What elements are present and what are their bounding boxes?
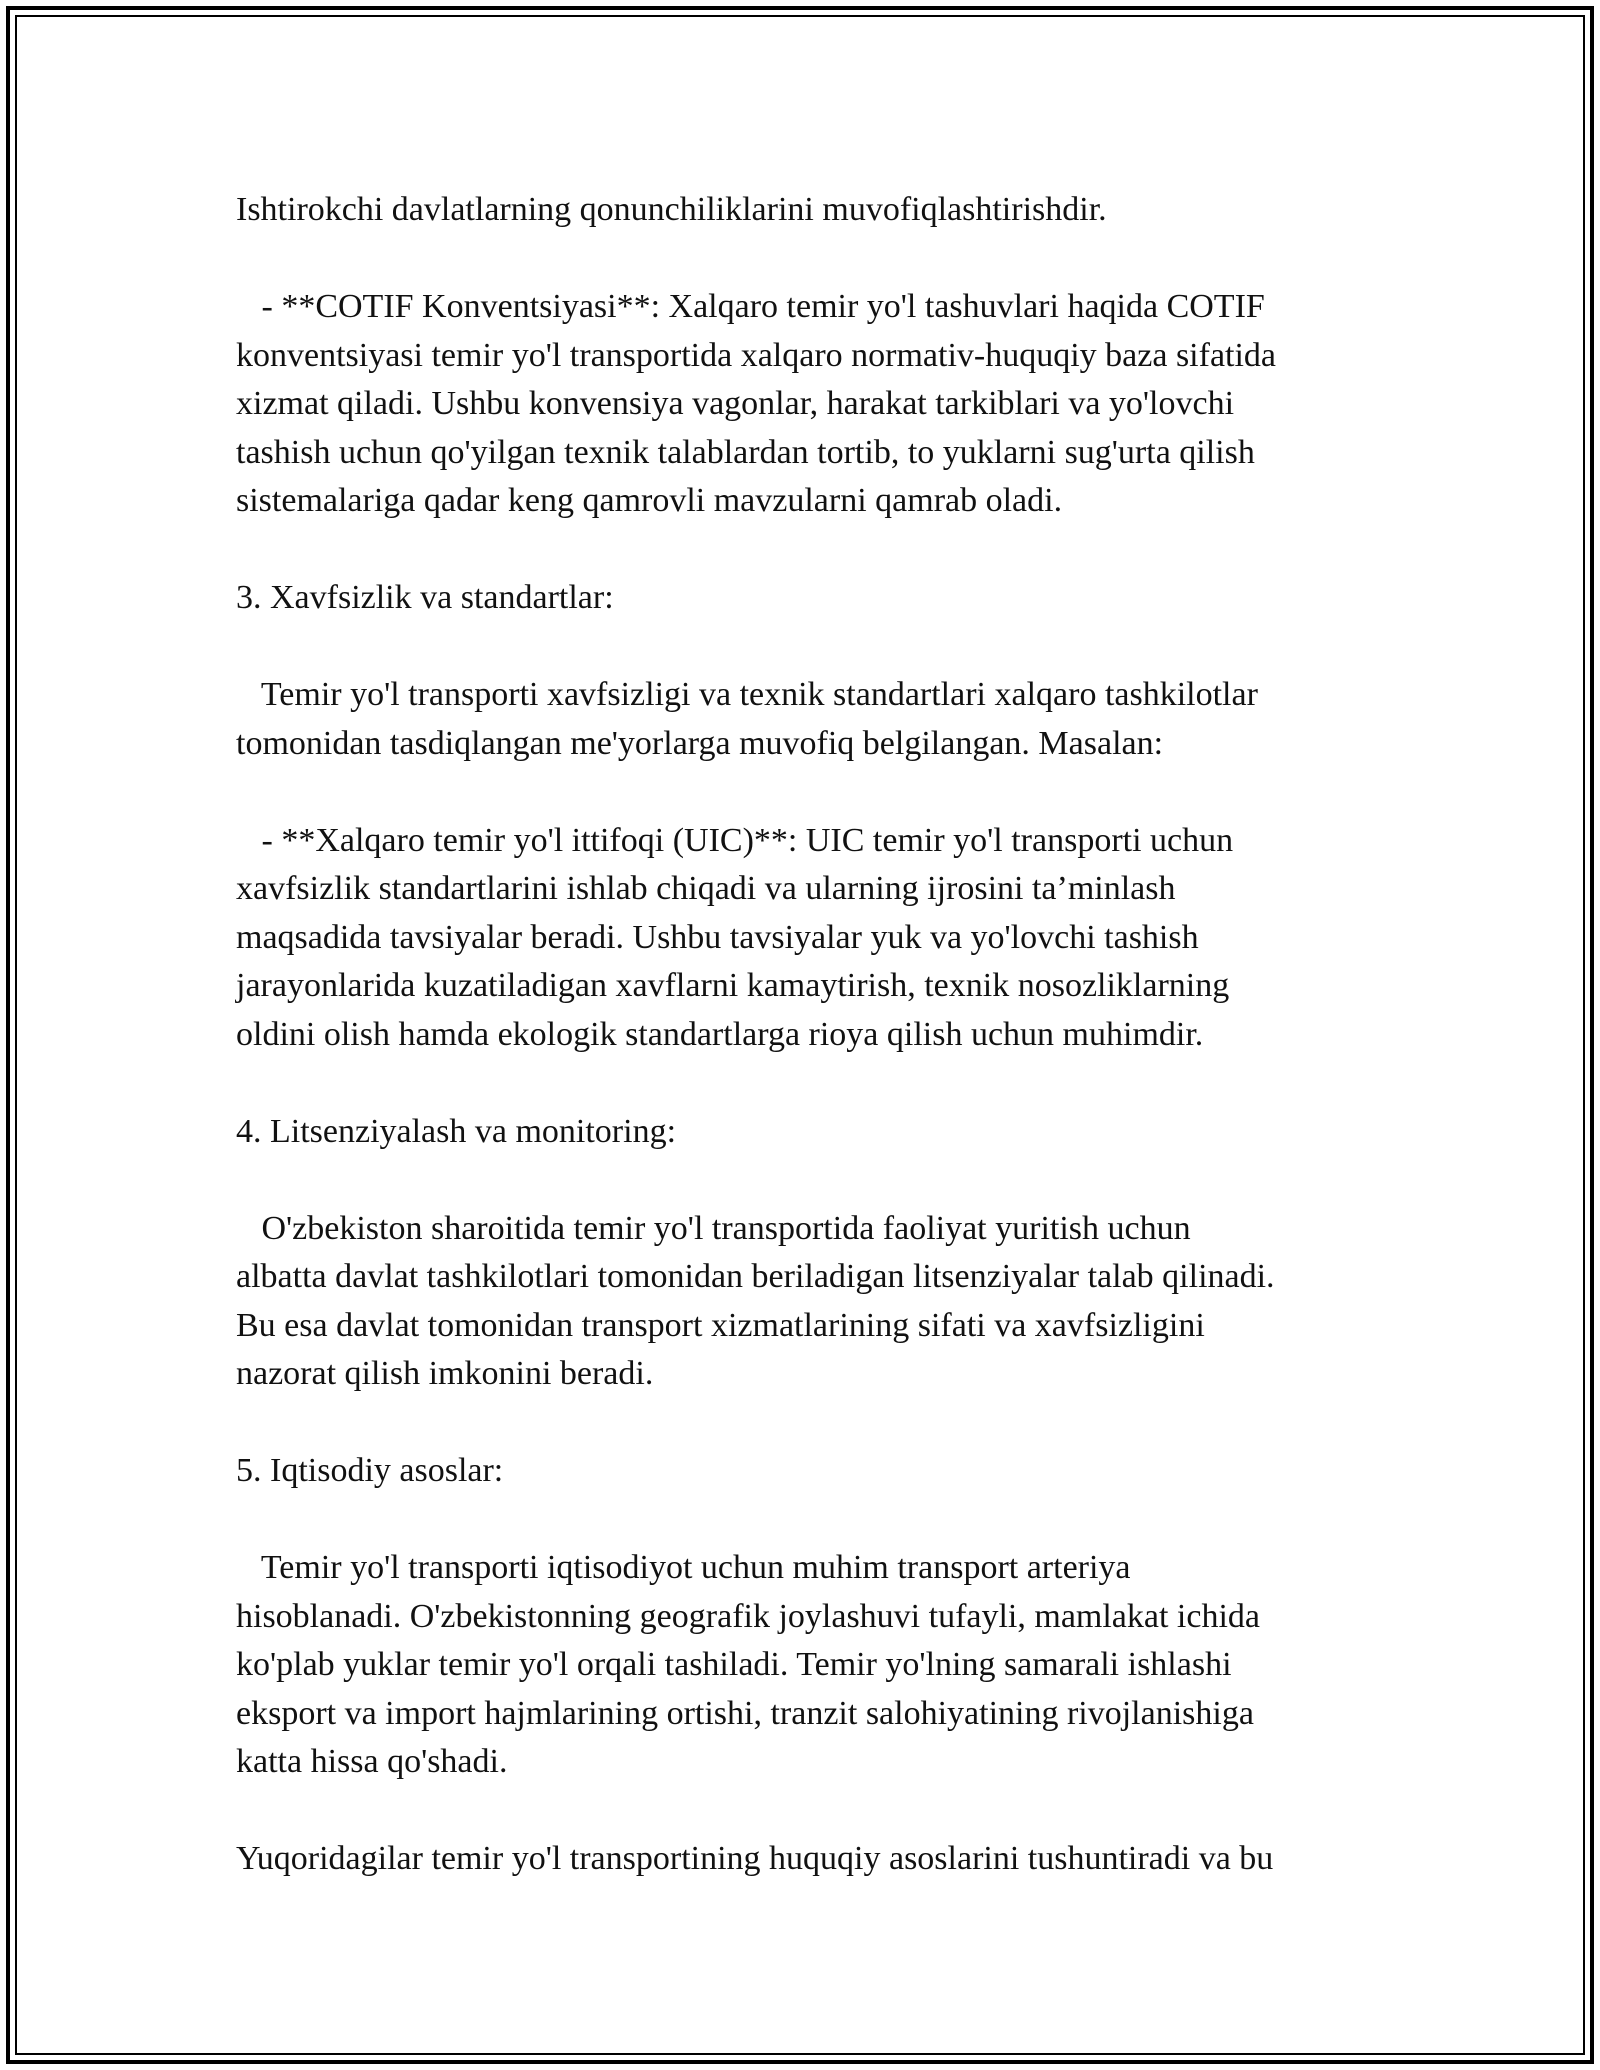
text-line: oldini olish hamda ekologik standartlarga rioya qilish uchun muhimdir.: [236, 1015, 1204, 1053]
text-line: maqsadida tavsiyalar beradi. Ushbu tavsiyalar yuk va yo'lovchi tashish: [236, 918, 1199, 956]
text-line: xavfsizlik standartlarini ishlab chiqadi va ularning ijrosini ta’minlash: [236, 870, 1176, 907]
text-line: ko'plab yuklar temir yo'l orqali tashiladi. Temir yo'lning samarali ishlashi: [236, 1646, 1232, 1683]
paragraph: [236, 1544, 1376, 1787]
paragraph-spacer: [236, 768, 1376, 817]
text-line: katta hissa qo'shadi.: [236, 1743, 508, 1780]
paragraph: [236, 186, 1376, 235]
text-line: O'zbekiston sharoitida temir yo'l transportida faoliyat yuritish uchun: [236, 1209, 1191, 1247]
paragraph: [236, 817, 1376, 1060]
text-line: tashish uchun qo'yilgan texnik talablardan tortib, to yuklarni sug'urta qilish: [236, 433, 1255, 471]
text-line: Yuqoridagilar temir yo'l transportining huquqiy asoslarini tushuntiradi va bu: [236, 1840, 1274, 1877]
text-line: Ishtirokchi davlatlarning qonunchiliklarini muvofiqlashtirishdir.: [236, 191, 1107, 228]
text-line: jarayonlarida kuzatiladigan xavflarni kamaytirish, texnik nosozliklarning: [236, 967, 1230, 1004]
text-line: 5. Iqtisodiy asoslar:: [236, 1452, 504, 1489]
paragraph-spacer: [236, 1156, 1376, 1205]
paragraph: [236, 283, 1376, 526]
paragraph-spacer: [236, 526, 1376, 575]
text-line: eksport va import hajmlarining ortishi, tranzit salohiyatining rivojlanishiga: [236, 1694, 1254, 1732]
text-line: Temir yo'l transporti iqtisodiyot uchun muhim transport arteriya: [236, 1549, 1131, 1586]
text-line: nazorat qilish imkonini beradi.: [236, 1355, 654, 1392]
text-line: konventsiyasi temir yo'l transportida xalqaro normativ-huquqiy baza sifatida: [236, 336, 1277, 374]
paragraph-spacer: [236, 1787, 1376, 1836]
text-line: Bu esa davlat tomonidan transport xizmatlarining sifati va xavfsizligini: [236, 1306, 1205, 1344]
text-line: xizmat qiladi. Ushbu konvensiya vagonlar, harakat tarkiblari va yo'lovchi: [236, 385, 1235, 422]
paragraph-spacer: [236, 623, 1376, 672]
paragraph: [236, 574, 1376, 623]
text-line: sistemalariga qadar keng qamrovli mavzularni qamrab oladi.: [236, 482, 1063, 519]
paragraph-spacer: [236, 1496, 1376, 1545]
text-line: albatta davlat tashkilotlari tomonidan beriladigan litsenziyalar talab qilinadi.: [236, 1258, 1275, 1295]
text-line: - **Xalqaro temir yo'l ittifoqi (UIC)**: UIC temir yo'l transporti uchun: [236, 821, 1234, 859]
paragraph: [236, 671, 1376, 768]
paragraph: [236, 1835, 1376, 1884]
paragraph-spacer: [236, 1059, 1376, 1108]
paragraph: [236, 1108, 1376, 1157]
text-line: hisoblanadi. O'zbekistonning geografik joylashuvi tufayli, mamlakat ichida: [236, 1597, 1261, 1635]
text-line: 3. Xavfsizlik va standartlar:: [236, 579, 614, 616]
paragraph: [236, 1447, 1376, 1496]
text-line: - **COTIF Konventsiyasi**: Xalqaro temir yo'l tashuvlari haqida COTIF: [236, 288, 1265, 325]
paragraph-spacer: [236, 235, 1376, 284]
text-line: 4. Litsenziyalash va monitoring:: [236, 1112, 677, 1150]
text-line: Temir yo'l transporti xavfsizligi va texnik standartlari xalqaro tashkilotlar: [236, 676, 1258, 713]
text-line: tomonidan tasdiqlangan me'yorlarga muvofiq belgilangan. Masalan:: [236, 724, 1164, 762]
paragraph-spacer: [236, 1399, 1376, 1448]
paragraph: [236, 1205, 1376, 1399]
document-body: [236, 186, 1376, 1884]
